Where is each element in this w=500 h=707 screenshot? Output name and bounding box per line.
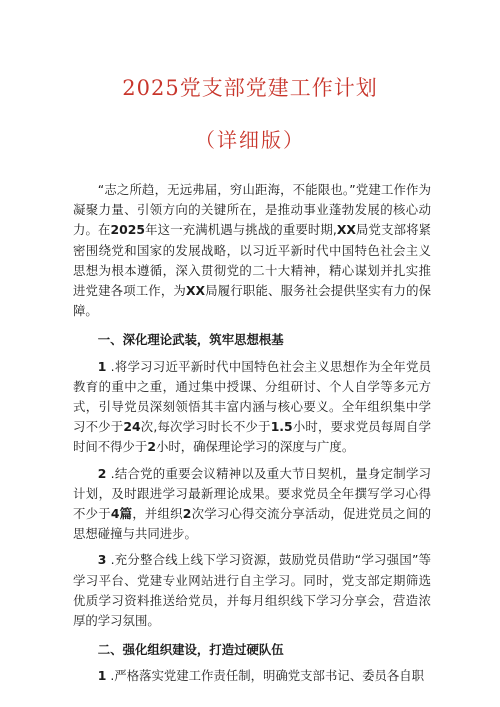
text-run: 局履行职能、服务社会提供坚实有力的保障。 [73, 283, 432, 319]
text-run: .充分整合线上线下学习资源，鼓励党员借助“学习强国”等学习平台、党建专业网站进行自主学习。同时，党支部定期筛选优质学习资料推送给党员，并每月组织线下学习分享会，营造浓厚的学习氛围。 [73, 552, 431, 629]
section1-item-1 [73, 357, 431, 458]
text-run: 次,每次学习时长不少于 [140, 419, 271, 435]
text-run: 小时，要求党员每周自学时间不得少于 [73, 419, 432, 455]
bold-text-run: 2025 [110, 222, 146, 238]
bold-text-run: 1.5 [270, 419, 293, 435]
text-run: ，并组织 [132, 506, 183, 522]
text-run: 局党支部将紧密围绕党和国家的发展战略，以习近平新时代中国特色社会主义思想为根本遵循，深入贯彻党的二十大精神，精心谋划并扎实推进党建各项工作，为 [73, 222, 432, 299]
bold-text-run: 2 [97, 465, 107, 481]
section2-item-1 [73, 666, 431, 686]
text-run: 次学习心得交流分享活动，促进党员之间的思想碰撞与共同进步。 [73, 506, 432, 542]
text-run: 小时，确保理论学习的深度与广度。 [155, 439, 355, 455]
bold-text-run: 1 [97, 668, 107, 684]
bold-text-run: XX [185, 283, 206, 299]
text-run: .严格落实党建工作责任制，明确党支部书记、委员各自职 [106, 668, 425, 684]
section-heading-2: 二、强化组织建设，打造过硬队伍 [97, 642, 284, 658]
bold-text-run: 2 [182, 506, 192, 522]
bold-text-run: XX [336, 222, 356, 238]
text-run: 年这一充满机遇与挑战的重要时期, [145, 222, 337, 238]
bold-text-run: 4篇 [110, 506, 133, 522]
bold-text-run: 2 [147, 439, 156, 455]
bold-text-run: 24 [123, 419, 141, 435]
section-heading-1: 一、深化理论武装，筑牢思想根基 [97, 332, 284, 348]
document-title: 2025党支部党建工作计划 [122, 76, 378, 100]
text-run: “志之所趋，无远弗届，穷山距海，不能限也。”党建工作作为凝聚力量、引领方向的关键所在，是推动事业蓬勃发展的核心动力。在 [73, 182, 431, 238]
document-body [73, 180, 431, 687]
section1-item-3 [73, 550, 431, 631]
section1-item-2 [73, 464, 431, 545]
text-run: .将学习习近平新时代中国特色社会主义思想作为全年党员教育的重中之重，通过集中授课、分组研讨、个人自学等多元方式，引导党员深刻领悟其丰富内涵与核心要义。全年组织集中学习不少于 [73, 358, 431, 435]
text-run: .结合党的重要会议精神以及重大节日契机，量身定制学习计划，及时跟进学习最新理论成果。要求党员全年撰写学习心得不少于 [73, 465, 431, 522]
bold-text-run: 1 [97, 358, 107, 374]
intro-paragraph [73, 180, 431, 321]
document-subtitle: （详细版） [195, 128, 305, 152]
bold-text-run: 3 [97, 552, 107, 568]
